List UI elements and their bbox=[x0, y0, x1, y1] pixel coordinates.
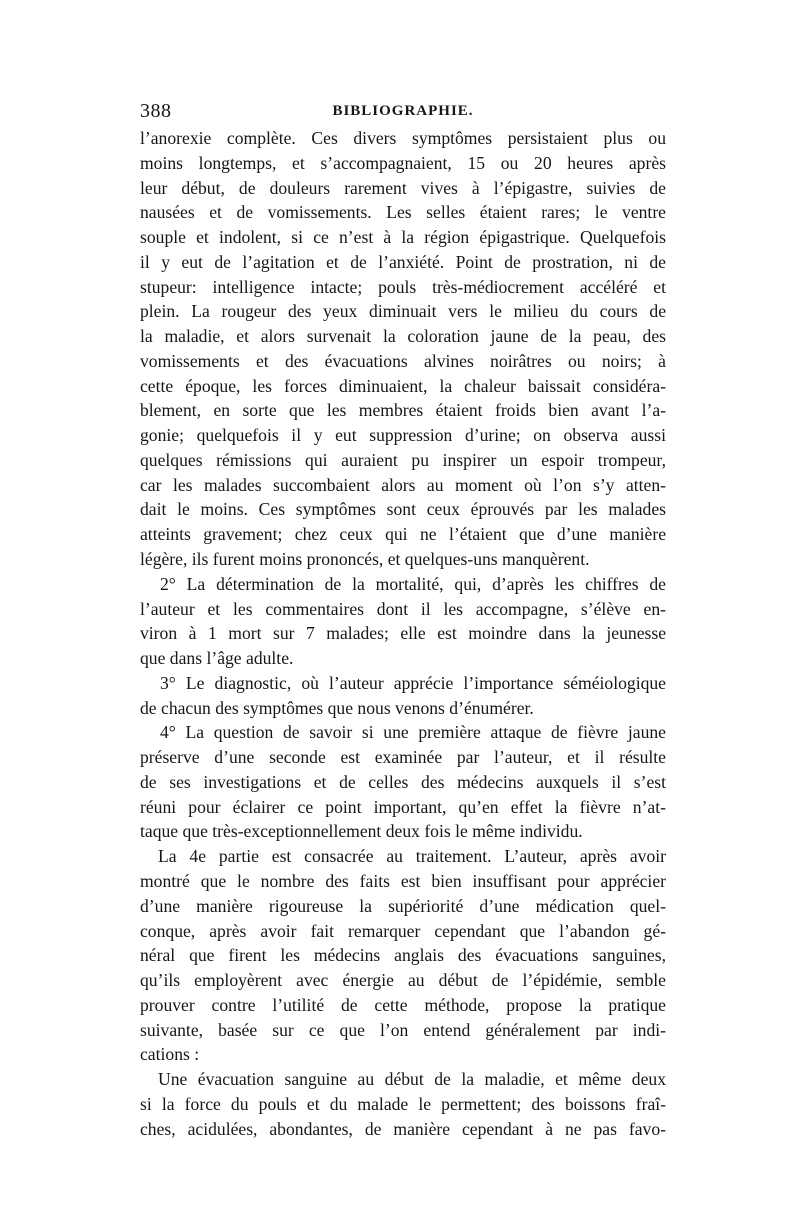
text-line: cette époque, les forces diminuaient, la chaleur baissait considéra- bbox=[140, 375, 666, 396]
text-line: Une évacuation sanguine au début de la maladie, et même deux bbox=[158, 1069, 666, 1090]
text-line: dait le moins. Ces symptômes sont ceux éprouvés par les malades bbox=[140, 499, 666, 520]
text-line: plein. La rougeur des yeux diminuait vers le milieu du cours de bbox=[140, 301, 666, 322]
text-line: taque que très-exceptionnellement deux fois le même individu. bbox=[140, 821, 583, 842]
text-line: de ses investigations et de celles des médecins auxquels il s’est bbox=[140, 771, 666, 792]
text-line: suivante, basée sur ce que l’on entend généralement par indi- bbox=[140, 1019, 666, 1040]
text-line: cations : bbox=[140, 1044, 200, 1065]
text-line: gonie; quelquefois il y eut suppression d’urine; on observa aussi bbox=[140, 425, 666, 446]
text-line: légère, ils furent moins prononcés, et quelques-uns manquèrent. bbox=[140, 549, 590, 570]
text-line: d’une manière rigoureuse la supériorité d’une médication quel- bbox=[140, 895, 666, 916]
text-line: l’auteur et les commentaires dont il les accompagne, s’élève en- bbox=[140, 598, 666, 619]
text-line: ches, acidulées, abondantes, de manière cependant à ne pas favo- bbox=[140, 1118, 666, 1139]
text-line: que dans l’âge adulte. bbox=[140, 648, 294, 669]
text-line: 3° Le diagnostic, où l’auteur apprécie l’importance séméiologique bbox=[160, 672, 666, 693]
text-line: quelques rémissions qui auraient pu inspirer un espoir trompeur, bbox=[140, 449, 666, 470]
text-line: souple et indolent, si ce n’est à la région épigastrique. Quelquefois bbox=[140, 227, 666, 248]
text-line: qu’ils employèrent avec énergie au début de l’épidémie, semble bbox=[140, 970, 666, 991]
text-line: La 4e partie est consacrée au traitement. L’auteur, après avoir bbox=[158, 846, 666, 867]
text-line: leur début, de douleurs rarement vives à l’épigastre, suivies de bbox=[140, 177, 666, 198]
page-header bbox=[140, 98, 666, 126]
text-line: stupeur: intelligence intacte; pouls très-médiocrement accéléré et bbox=[140, 276, 666, 297]
text-line: 2° La détermination de la mortalité, qui, d’après les chiffres de bbox=[160, 573, 666, 594]
text-line: nausées et de vomissements. Les selles étaient rares; le ventre bbox=[140, 202, 666, 223]
body-text bbox=[140, 126, 666, 1141]
text-line: montré que le nombre des faits est bien insuffisant pour apprécier bbox=[140, 870, 666, 891]
text-line: conque, après avoir fait remarquer cependant que l’abandon gé- bbox=[140, 920, 666, 941]
text-line: moins longtemps, et s’accompagnaient, 15 ou 20 heures après bbox=[140, 152, 666, 173]
text-line: il y eut de l’agitation et de l’anxiété. Point de prostration, ni de bbox=[140, 251, 666, 272]
text-line: réuni pour éclairer ce point important, qu’en effet la fièvre n’at- bbox=[140, 796, 666, 817]
text-line: 4° La question de savoir si une première attaque de fièvre jaune bbox=[160, 722, 666, 743]
page-number: 388 bbox=[140, 100, 172, 122]
text-line: atteints gravement; chez ceux qui ne l’étaient que d’une manière bbox=[140, 524, 666, 545]
text-line: néral que firent les médecins anglais des évacuations sanguines, bbox=[140, 945, 666, 966]
text-line: la maladie, et alors survenait la coloration jaune de la peau, des bbox=[140, 326, 666, 347]
text-line: prouver contre l’utilité de cette méthode, propose la pratique bbox=[140, 994, 666, 1015]
text-line: car les malades succombaient alors au moment où l’on s’y atten- bbox=[140, 474, 666, 495]
text-line: l’anorexie complète. Ces divers symptômes persistaient plus ou bbox=[140, 128, 666, 148]
text-line: blement, en sorte que les membres étaient froids bien avant l’a- bbox=[140, 400, 666, 421]
text-line: vomissements et des évacuations alvines noirâtres ou noirs; à bbox=[140, 350, 666, 371]
text-line: de chacun des symptômes que nous venons d’énumérer. bbox=[140, 697, 534, 718]
text-line: viron à 1 mort sur 7 malades; elle est moindre dans la jeunesse bbox=[140, 623, 666, 644]
text-line: préserve d’une seconde est examinée par l’auteur, et il résulte bbox=[140, 747, 666, 768]
running-title: BIBLIOGRAPHIE. bbox=[332, 103, 474, 119]
text-line: si la force du pouls et du malade le permettent; des boissons fraî- bbox=[140, 1093, 666, 1114]
